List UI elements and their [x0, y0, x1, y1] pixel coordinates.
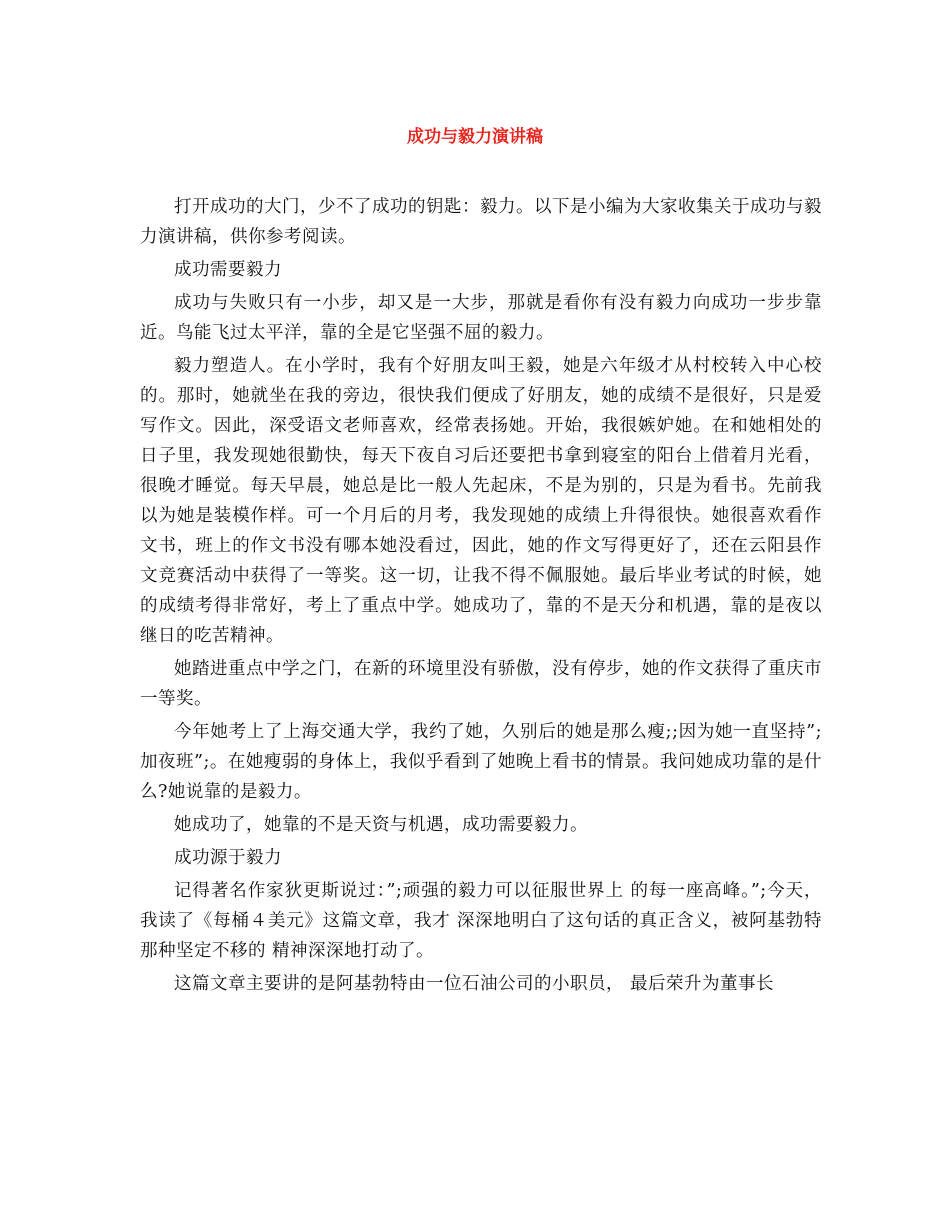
section-heading-success-from-perseverance: 成功源于毅力	[174, 848, 282, 868]
paragraph: 成功与失败只有一小步，却又是一大步，那就是看你有没有毅力向成功一步步靠近。鸟能飞过太平洋，靠的全是它坚强不屈的毅力。	[140, 293, 822, 343]
section-heading-success-needs-perseverance: 成功需要毅力	[174, 260, 282, 280]
paragraph: 记得著名作家狄更斯说过：”;顽强的毅力可以征服世界上 的每一座高峰。”;今天，我读了《每桶４美元》这篇文章，我才 深深地明白了这句话的真正含义，被阿基勃特那种坚定不移的 精神深深地打动了。	[140, 881, 822, 961]
paragraph: 毅力塑造人。在小学时，我有个好朋友叫王毅，她是六年级才从村校转入中心校的。那时，她就坐在我的旁边，很快我们便成了好朋友，她的成绩不是很好，只是爱写作文。因此，深受语文老师喜欢，经常表扬她。开始，我很嫉妒她。在和她相处的日子里，我发现她很勤快，每天下夜自习后还要把书拿到寝室的阳台上借着月光看，很晚才睡觉。每天早晨，她总是比一般人先起床，不是为别的，只是为看书。先前我以为她是装模作样。可一个月后的月考，我发现她的成绩上升得很快。她很喜欢看作文书，班上的作文书没有哪本她没看过，因此，她的作文写得更好了，还在云阳县作文竞赛活动中获得了一等奖。这一切，让我不得不佩服她。最后毕业考试的时候，她的成绩考得非常好，考上了重点中学。她成功了，靠的不是天分和机遇，靠的是夜以继日的吃苦精神。	[140, 356, 822, 646]
paragraph-intro: 打开成功的大门，少不了成功的钥匙：毅力。以下是小编为大家收集关于成功与毅力演讲稿，供你参考阅读。	[140, 197, 822, 247]
paragraph: 今年她考上了上海交通大学，我约了她，久别后的她是那么瘦;;因为她一直坚持”;加夜班”;。在她瘦弱的身体上，我似乎看到了她晚上看书的情景。我问她成功靠的是什么?她说靠的是毅力。	[140, 722, 822, 802]
document-body	[140, 192, 822, 1002]
paragraph: 她成功了，她靠的不是天资与机遇，成功需要毅力。	[174, 815, 588, 835]
document-title: 成功与毅力演讲稿	[407, 127, 543, 147]
paragraph: 这篇文章主要讲的是阿基勃特由一位石油公司的小职员， 最后荣升为董事长	[174, 974, 775, 994]
paragraph: 她踏进重点中学之门，在新的环境里没有骄傲，没有停步，她的作文获得了重庆市一等奖。	[140, 659, 822, 709]
